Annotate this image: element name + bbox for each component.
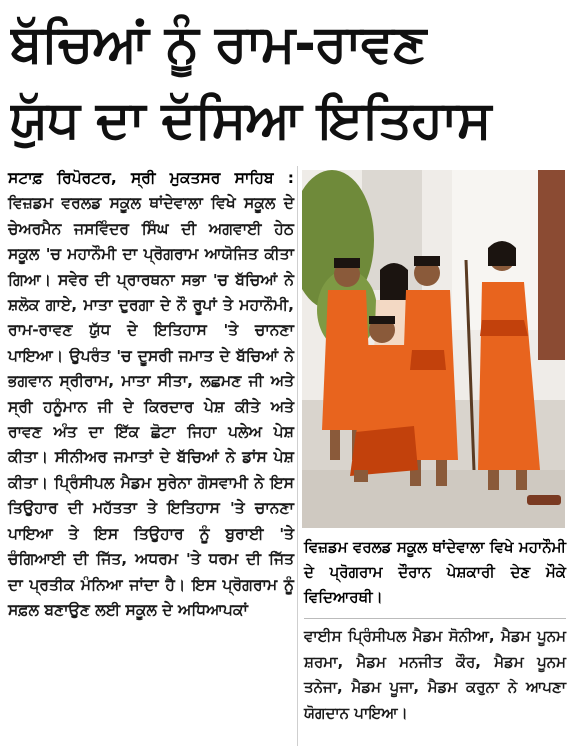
caption-divider	[304, 618, 566, 619]
students-performance-illustration	[302, 170, 565, 528]
headline-line-2: ਯੁੱਧ ਦਾ ਦੱਸਿਆ ਇਤਿਹਾਸ	[10, 90, 491, 150]
headline	[10, 6, 562, 158]
article-continuation: ਵਾਈਸ ਪ੍ਰਿੰਸੀਪਲ ਮੈਡਮ ਸੋਨੀਆ, ਮੈਡਮ ਪੂਨਮ ਸ਼ਰਮਾ, ਮੈਡਮ ਮਨਜੀਤ ਕੌਰ, ਮੈਡਮ ਪੂਨਮ ਤਨੇਜਾ, ਮੈਡਮ ਪੂਜਾ, ਮੈਡਮ ਕਰੁਨਾ ਨੇ ਆਪਣਾ ਯੋਗਦਾਨ ਪਾਇਆ।	[304, 627, 566, 722]
news-photo	[302, 170, 565, 528]
byline: ਸਟਾਫ਼ ਰਿਪੋਰਟਰ, ਸ੍ਰੀ ਮੁਕਤਸਰ ਸਾਹਿਬ :	[8, 169, 294, 187]
column-divider	[297, 166, 298, 746]
headline-line-1: ਬੱਚਿਆਂ ਨੂੰ ਰਾਮ-ਰਾਵਣ	[10, 14, 426, 74]
article-text: ਵਿਜ਼ਡਮ ਵਰਲਡ ਸਕੂਲ ਥਾਂਦੇਵਾਲਾ ਵਿਖੇ ਸਕੂਲ ਦੇ ਚੇਅਰਮੈਨ ਜਸਵਿੰਦਰ ਸਿੰਘ ਦੀ ਅਗਵਾਈ ਹੇਠ ਸਕੂਲ 'ਚ ਮਹਾਨੌਮੀ ਦਾ ਪ੍ਰੋਗਰਾਮ ਆਯੋਜਿਤ ਕੀਤਾ ਗਿਆ। ਸਵੇਰ ਦੀ ਪ੍ਰਾਰਥਨਾ ਸਭਾ 'ਚ ਬੱਚਿਆਂ ਨੇ ਸ਼ਲੋਕ ਗਾਏ, ਮਾਤਾ ਦੁਰਗਾ ਦੇ ਨੌ ਰੂਪਾਂ ਤੇ ਮਹਾਨੌਮੀ, ਰਾਮ-ਰਾਵਣ ਯੁੱਧ ਦੇ ਇਤਿਹਾਸ 'ਤੇ ਚਾਨਣਾ ਪਾਇਆ। ਉਪਰੰਤ 'ਚ ਦੂਸਰੀ ਜਮਾਤ ਦੇ ਬੱਚਿਆਂ ਨੇ ਭਗਵਾਨ ਸ੍ਰੀਰਾਮ, ਮਾਤਾ ਸੀਤਾ, ਲਛਮਣ ਜੀ ਅਤੇ ਸ੍ਰੀ ਹਨੂੰਮਾਨ ਜੀ ਦੇ ਕਿਰਦਾਰ ਪੇਸ਼ ਕੀਤੇ ਅਤੇ ਰਾਵਣ ਅੰਤ ਦਾ ਇੱਕ ਛੋਟਾ ਜਿਹਾ ਪਲੇਅ ਪੇਸ਼ ਕੀਤਾ। ਸੀਨੀਅਰ ਜਮਾਤਾਂ ਦੇ ਬੱਚਿਆਂ ਨੇ ਡਾਂਸ ਪੇਸ਼ ਕੀਤਾ। ਪ੍ਰਿੰਸੀਪਲ ਮੈਡਮ ਸੁਰੇਨਾ ਗੋਸਵਾਮੀ ਨੇ ਇਸ ਤਿਉਹਾਰ ਦੀ ਮਹੱਤਤਾ ਤੇ ਇਤਿਹਾਸ 'ਤੇ ਚਾਨਣਾ ਪਾਇਆ ਤੇ ਇਸ ਤਿਉਹਾਰ ਨੂੰ ਬੁਰਾਈ 'ਤੇ ਚੰਗਿਆਈ ਦੀ ਜਿੱਤ, ਅਧਰਮ 'ਤੇ ਧਰਮ ਦੀ ਜਿੱਤ ਦਾ ਪ੍ਰਤੀਕ ਮੰਨਿਆ ਜਾਂਦਾ ਹੈ। ਇਸ ਪ੍ਰੋਗਰਾਮ ਨੂੰ ਸਫ਼ਲ ਬਣਾਉਣ ਲਈ ਸਕੂਲ ਦੇ ਅਧਿਆਪਕਾਂ	[8, 194, 294, 619]
article-body	[8, 166, 294, 623]
photo-caption: ਵਿਜ਼ਡਮ ਵਰਲਡ ਸਕੂਲ ਥਾਂਦੇਵਾਲਾ ਵਿਖੇ ਮਹਾਨੌਮੀ ਦੇ ਪ੍ਰੋਗਰਾਮ ਦੌਰਾਨ ਪੇਸ਼ਕਾਰੀ ਦੇਣ ਮੌਕੇ ਵਿਦਿਆਰਥੀ।	[304, 538, 566, 606]
